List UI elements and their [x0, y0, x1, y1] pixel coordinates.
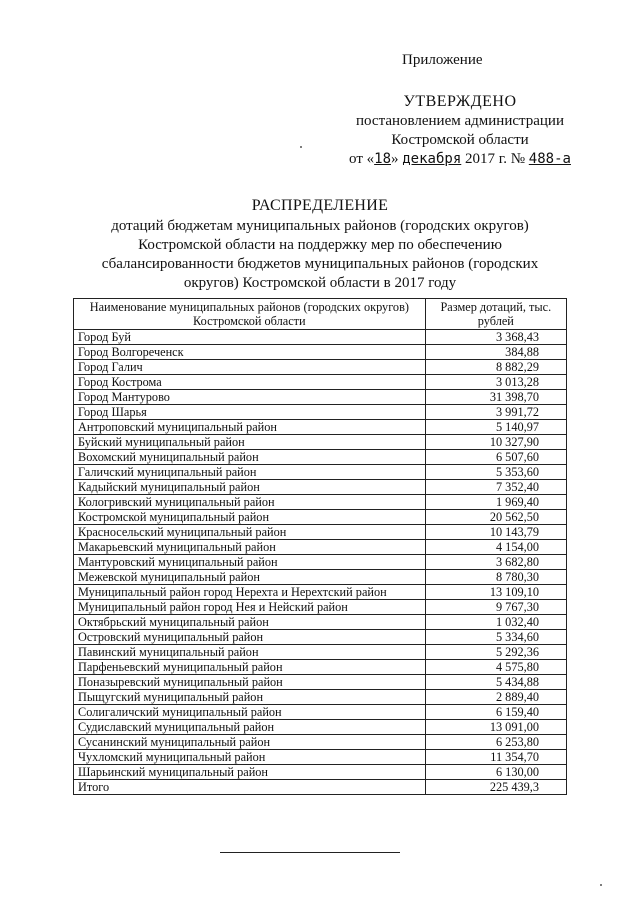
subsidy-value: 20 562,50	[425, 510, 566, 525]
table-row	[74, 435, 567, 450]
table-body	[74, 330, 567, 780]
district-name: Красносельский муниципальный район	[74, 525, 426, 540]
table-row	[74, 390, 567, 405]
district-name: Город Кострома	[74, 375, 426, 390]
district-name: Павинский муниципальный район	[74, 645, 426, 660]
district-name: Город Мантурово	[74, 390, 426, 405]
table-row	[74, 630, 567, 645]
table-row	[74, 480, 567, 495]
table-row	[74, 735, 567, 750]
subsidy-value: 3 368,43	[425, 330, 566, 345]
table-row	[74, 570, 567, 585]
subsidy-value: 1 032,40	[425, 615, 566, 630]
district-name: Буйский муниципальный район	[74, 435, 426, 450]
district-name: Город Галич	[74, 360, 426, 375]
appendix-label: Приложение	[402, 52, 483, 68]
subsidy-value: 11 354,70	[425, 750, 566, 765]
table-row	[74, 360, 567, 375]
district-name: Пыщугский муниципальный район	[74, 690, 426, 705]
subsidy-value: 4 154,00	[425, 540, 566, 555]
title-heading: РАСПРЕДЕЛЕНИЕ	[251, 197, 389, 214]
district-name: Муниципальный район город Нея и Нейский район	[74, 600, 426, 615]
subsidy-value: 6 253,80	[425, 735, 566, 750]
distribution-table	[73, 298, 567, 795]
table-row	[74, 555, 567, 570]
subsidy-value: 9 767,30	[425, 600, 566, 615]
table-row	[74, 495, 567, 510]
approved-by-line2: Костромской области	[391, 132, 529, 148]
district-name: Кологривский муниципальный район	[74, 495, 426, 510]
approved-by-line1: постановлением администрации	[356, 113, 564, 129]
district-name: Кадыйский муниципальный район	[74, 480, 426, 495]
date-year: 2017 г. №	[461, 151, 529, 167]
table-row	[74, 705, 567, 720]
subsidy-value: 10 327,90	[425, 435, 566, 450]
table-row	[74, 405, 567, 420]
table-row	[74, 585, 567, 600]
table-header-row	[74, 299, 567, 330]
subsidy-value: 5 353,60	[425, 465, 566, 480]
table-row	[74, 465, 567, 480]
date-day: 18	[374, 151, 391, 167]
bottom-divider	[220, 852, 400, 853]
order-number: 488-а	[528, 151, 571, 167]
subsidy-value: 3 013,28	[425, 375, 566, 390]
table-row	[74, 525, 567, 540]
district-name: Костромской муниципальный район	[74, 510, 426, 525]
subsidy-value: 4 575,80	[425, 660, 566, 675]
subsidy-value: 13 109,10	[425, 585, 566, 600]
table-row	[74, 750, 567, 765]
document-title	[60, 196, 580, 293]
district-name: Октябрьский муниципальный район	[74, 615, 426, 630]
scan-speck	[600, 884, 602, 886]
subsidy-value: 3 682,80	[425, 555, 566, 570]
table-row	[74, 600, 567, 615]
district-name: Вохомский муниципальный район	[74, 450, 426, 465]
date-month: декабря	[402, 151, 462, 167]
district-name: Судиславский муниципальный район	[74, 720, 426, 735]
table-row	[74, 420, 567, 435]
subsidy-value: 5 292,36	[425, 645, 566, 660]
district-name: Город Шарья	[74, 405, 426, 420]
title-line1: дотаций бюджетам муниципальных районов (городских округов)	[111, 218, 529, 234]
district-name: Мантуровский муниципальный район	[74, 555, 426, 570]
table-row	[74, 375, 567, 390]
district-name: Островский муниципальный район	[74, 630, 426, 645]
table-row	[74, 510, 567, 525]
date-prefix: от «	[349, 151, 375, 167]
district-name: Город Волгореченск	[74, 345, 426, 360]
subsidy-value: 7 352,40	[425, 480, 566, 495]
subsidy-value: 13 091,00	[425, 720, 566, 735]
district-name: Межевской муниципальный район	[74, 570, 426, 585]
date-mid: »	[391, 151, 403, 167]
subsidy-value: 384,88	[425, 345, 566, 360]
title-line3: сбалансированности бюджетов муниципальных районов (городских	[101, 256, 539, 272]
total-label: Итого	[74, 780, 426, 795]
subsidy-value: 10 143,79	[425, 525, 566, 540]
table-row	[74, 540, 567, 555]
subsidy-value: 6 507,60	[425, 450, 566, 465]
table-row	[74, 645, 567, 660]
district-name: Сусанинский муниципальный район	[74, 735, 426, 750]
subsidy-value: 3 991,72	[425, 405, 566, 420]
table-row	[74, 615, 567, 630]
col-header-name: Наименование муниципальных районов (городских округов) Костромской области	[74, 299, 426, 330]
table-row	[74, 660, 567, 675]
subsidy-value: 2 889,40	[425, 690, 566, 705]
district-name: Антроповский муниципальный район	[74, 420, 426, 435]
title-line4: округов) Костромской области в 2017 году	[183, 275, 457, 291]
district-name: Галичский муниципальный район	[74, 465, 426, 480]
col-header-value: Размер дотаций, тыс. рублей	[425, 299, 566, 330]
subsidy-value: 8 882,29	[425, 360, 566, 375]
order-date-line	[330, 150, 590, 169]
subsidy-value: 5 140,97	[425, 420, 566, 435]
subsidy-value: 8 780,30	[425, 570, 566, 585]
approval-block	[330, 92, 590, 169]
district-name: Поназыревский муниципальный район	[74, 675, 426, 690]
district-name: Шарьинский муниципальный район	[74, 765, 426, 780]
district-name: Солигаличский муниципальный район	[74, 705, 426, 720]
subsidy-value: 5 334,60	[425, 630, 566, 645]
total-value: 225 439,3	[425, 780, 566, 795]
title-line2: Костромской области на поддержку мер по обеспечению	[138, 237, 502, 253]
subsidy-value: 6 130,00	[425, 765, 566, 780]
approved-heading: УТВЕРЖДЕНО	[403, 93, 517, 110]
subsidy-value: 31 398,70	[425, 390, 566, 405]
district-name: Парфеньевский муниципальный район	[74, 660, 426, 675]
subsidy-value: 5 434,88	[425, 675, 566, 690]
table-row	[74, 765, 567, 780]
district-name: Чухломский муниципальный район	[74, 750, 426, 765]
subsidy-value: 1 969,40	[425, 495, 566, 510]
table-row	[74, 330, 567, 345]
district-name: Муниципальный район город Нерехта и Нерехтский район	[74, 585, 426, 600]
district-name: Макарьевский муниципальный район	[74, 540, 426, 555]
table-row	[74, 450, 567, 465]
table-total-row	[74, 780, 567, 795]
table-row	[74, 345, 567, 360]
table-row	[74, 720, 567, 735]
district-name: Город Буй	[74, 330, 426, 345]
table-row	[74, 675, 567, 690]
scan-speck	[300, 146, 302, 148]
table-row	[74, 690, 567, 705]
subsidy-value: 6 159,40	[425, 705, 566, 720]
